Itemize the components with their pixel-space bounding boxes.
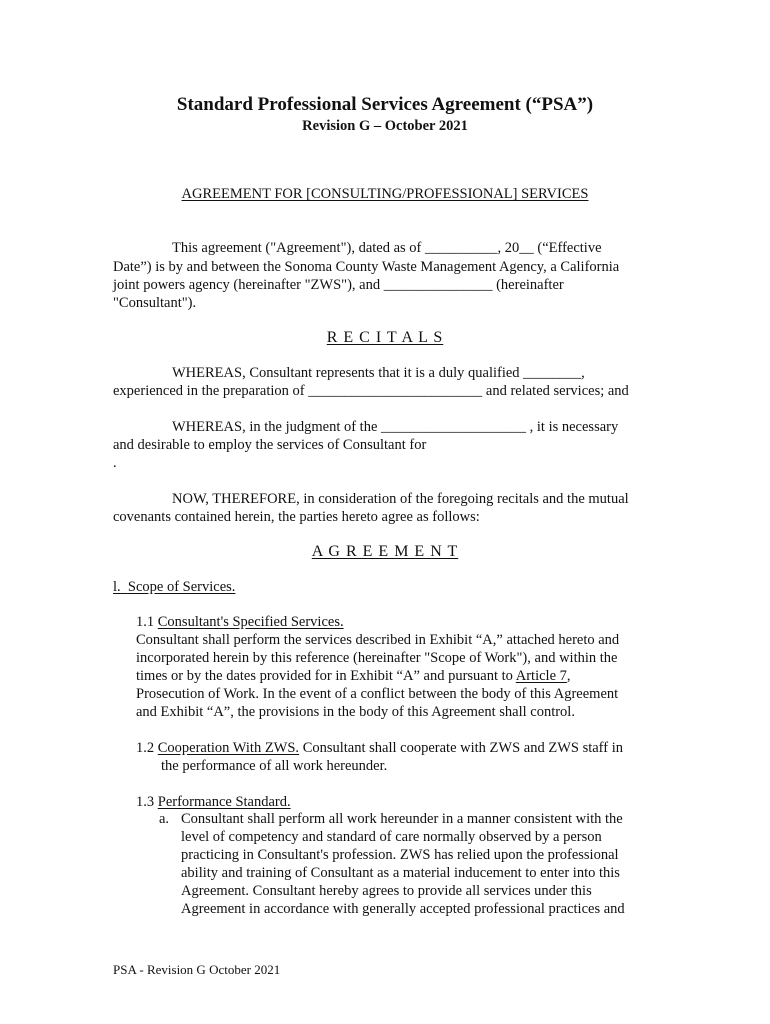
page-footer: PSA - Revision G October 2021 (113, 962, 281, 977)
now-therefore-line-1: NOW, THEREFORE, in consideration of the foregoing recitals and the mutual (172, 491, 629, 507)
section-1-3-a-line-5: Agreement. Consultant hereby agrees to provide all services under this (181, 883, 592, 899)
intro-line-3: joint powers agency (hereinafter "ZWS"), and _______________ (hereinafter (113, 277, 564, 293)
whereas-1-text: experienced in the preparation of (113, 383, 309, 399)
whereas-2-line-2: and desirable to employ the services of Consultant for (113, 437, 427, 453)
section-1-2-line-2: the performance of all work hereunder. (161, 758, 388, 774)
section-1-3-a-line-1: Consultant shall perform all work hereunder in a manner consistent with the (181, 811, 623, 827)
section-1-3-item-a-label: a. (159, 811, 170, 827)
section-1-3-number: 1.3 (136, 794, 155, 810)
whereas-1-blank: ________________________ (308, 383, 483, 399)
whereas-1-line-1: WHEREAS, Consultant represents that it is a duly qualified ________, (172, 365, 585, 381)
intro-line-2: Date”) is by and between the Sonoma County Waste Management Agency, a California (113, 259, 620, 275)
section-1-1-line-4: Prosecution of Work. In the event of a conflict between the body of this Agreement (136, 686, 619, 702)
whereas-1-text-after: and related services; and (482, 383, 629, 399)
section-1-1-title: Consultant's Specified Services. (157, 614, 344, 630)
whereas-2-line-1: WHEREAS, in the judgment of the ____________________ , it is necessary (172, 419, 619, 435)
section-1-1-line-2: incorporated herein by this reference (hereinafter "Scope of Work"), and within the (136, 650, 618, 666)
section-1-number: l. (113, 579, 121, 595)
now-therefore-line-2: covenants contained herein, the parties hereto agree as follows: (113, 509, 480, 525)
document-revision: Revision G – October 2021 (302, 118, 468, 134)
section-1-2-text: Consultant shall cooperate with ZWS and ZWS staff in (299, 740, 623, 756)
section-1-1-heading (136, 614, 344, 631)
whereas-1-line-2 (113, 383, 629, 400)
section-1-3-a-line-4: ability and training of Consultant as a material inducement to enter into this (181, 865, 620, 881)
agreement-title: A G R E E M E N T (311, 543, 459, 560)
intro-line-4: "Consultant"). (113, 295, 197, 311)
section-1-3-a-line-6: Agreement in accordance with generally accepted professional practices and (181, 901, 625, 917)
section-1-1-line-3-comma: , (566, 668, 571, 684)
section-1-heading (113, 579, 235, 596)
whereas-2-line-3: . (113, 455, 117, 471)
section-1-2-line-1 (136, 740, 623, 757)
section-1-title: Scope of Services. (127, 579, 236, 595)
section-1-3-title: Performance Standard. (157, 794, 291, 810)
section-1-1-line-3-text: times or by the dates provided for in Exhibit “A” and pursuant to (136, 668, 516, 684)
section-1-3-a-line-3: practicing in Consultant's profession. ZWS has relied upon the professional (181, 847, 619, 863)
intro-line-1: This agreement ("Agreement"), dated as of __________, 20__ (“Effective (172, 240, 602, 256)
section-1-1-line-1: Consultant shall perform the services described in Exhibit “A,” attached hereto and (136, 632, 620, 648)
section-1-3-a-line-2: level of competency and standard of care normally observed by a person (181, 829, 602, 845)
section-1-1-line-3 (136, 668, 571, 685)
document-title: Standard Professional Services Agreement (“PSA”) (176, 94, 594, 115)
section-1-1-number: 1.1 (136, 614, 155, 630)
section-1-1-line-5: and Exhibit “A”, the provisions in the body of this Agreement shall control. (136, 704, 575, 720)
agreement-for-heading: AGREEMENT FOR [CONSULTING/PROFESSIONAL] SERVICES (181, 186, 589, 202)
section-1-2-number: 1.2 (136, 740, 155, 756)
article-7-link[interactable]: Article 7 (515, 668, 567, 684)
section-1-3-heading (136, 794, 291, 811)
section-1-2-title: Cooperation With ZWS. (157, 740, 300, 756)
recitals-heading: R E C I T A L S (326, 329, 444, 346)
